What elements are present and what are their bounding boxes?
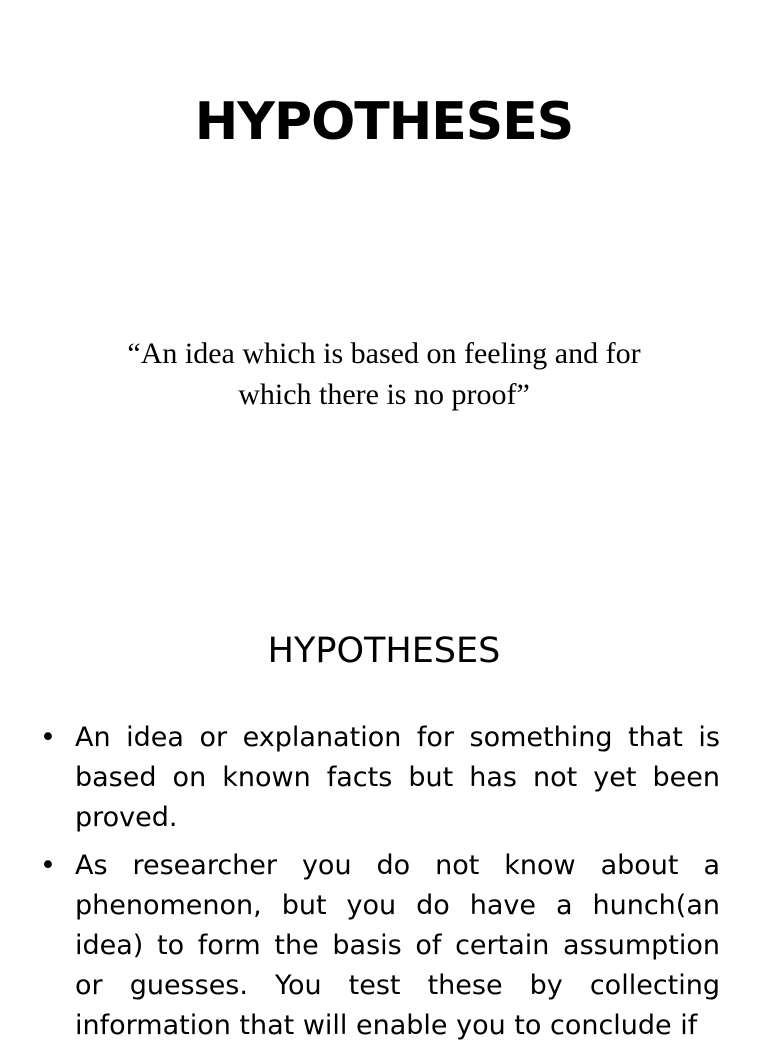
bullet-text: An idea or explanation for something that is based on known facts but has not yet been proved. <box>75 722 720 833</box>
bullet-item-1 <box>40 718 720 838</box>
quote-line-1: “An idea which is based on feeling and for <box>127 337 641 370</box>
slide-2 <box>0 576 768 1041</box>
slide-2-title: HYPOTHESES <box>267 631 501 671</box>
quote-line-2: which there is no proof” <box>238 378 530 411</box>
bullet-item-2 <box>40 846 720 1046</box>
bullet-text: As researcher you do not know about a phenomenon, but you do have a hunch(an idea) to form the basis of certain assumption or guesses. You test these by collecting information that will enable you to conclude if <box>75 850 720 1041</box>
definition-quote <box>60 333 708 415</box>
slide-1-title: HYPOTHESES <box>194 92 574 152</box>
bullet-marker: • <box>40 722 56 753</box>
bullet-marker: • <box>40 850 56 881</box>
bullet-list <box>40 718 720 1054</box>
